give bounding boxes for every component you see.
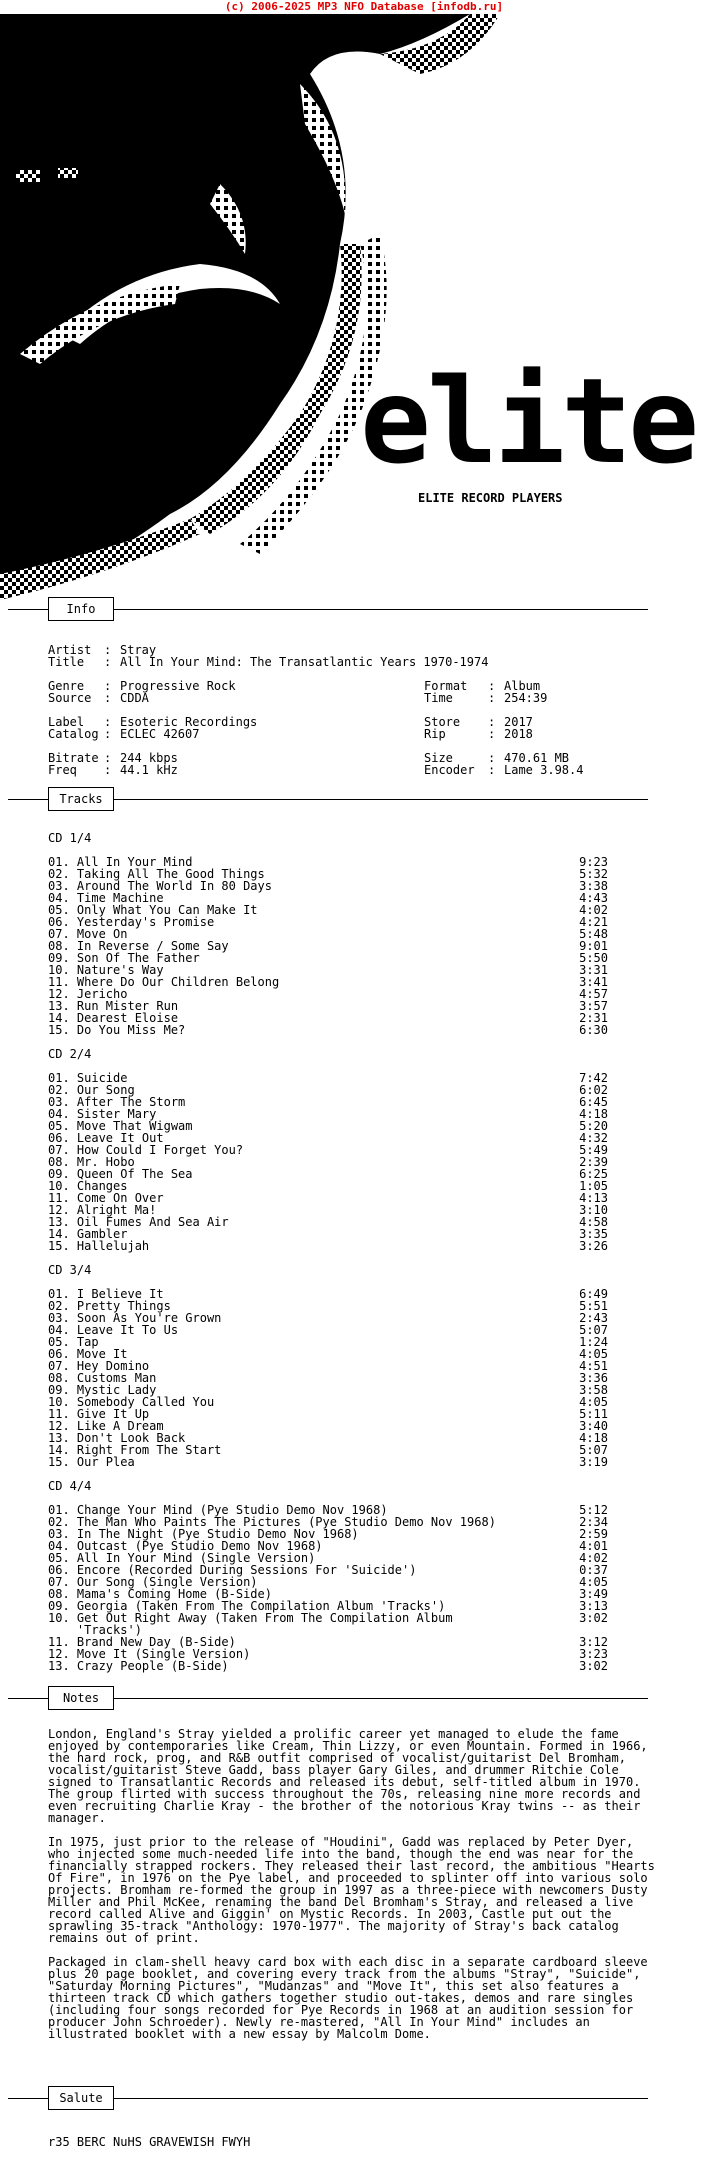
track-title: 13. Don't Look Back (48, 1431, 186, 1445)
info-title: All In Your Mind: The Transatlantic Years 1970-1974 (120, 655, 489, 669)
info-title-label: Title (48, 655, 85, 669)
info-freq: 44.1 kHz (120, 763, 178, 777)
track-duration: 4:05 (579, 1575, 608, 1589)
track-title: 03. In The Night (Pye Studio Demo Nov 1968) (48, 1527, 359, 1541)
cd-heading: CD 4/4 (48, 1479, 92, 1493)
track-duration: 9:23 (579, 855, 608, 869)
track-title: 08. In Reverse / Some Say (48, 939, 229, 953)
track-title: 03. Around The World In 80 Days (48, 879, 272, 893)
notes-paragraph: Packaged in clam-shell heavy card box with each disc in a separate cardboard sleeve plus 20 page booklet, and covering every track from the albums "Stray", "Suicide", "Saturday Morning Pictures", "Mudanzas" and "Move It", this set also features a thirteen track CD which gathers together studio out-takes, demos and rare singles (including four songs recorded for Pye Records in 1968 at an audition session for producer John Schroeder). Newly re-mastered, "All In Your Mind" includes an illustrated booklet with a new essay by Malcolm Dome. (48, 1955, 648, 2041)
track-title: 05. All In Your Mind (Single Version) (48, 1551, 316, 1565)
track-duration: 3:57 (579, 999, 608, 1013)
track-title: 11. Come On Over (48, 1191, 164, 1205)
info-rip: 2018 (504, 727, 533, 741)
track-title: 10. Changes (48, 1179, 128, 1193)
track-title: 13. Crazy People (B-Side) (48, 1659, 229, 1673)
tracklist-cd3 (48, 1288, 608, 1468)
copyright-banner: (c) 2006-2025 MP3 NFO Database [infodb.ru] (224, 0, 504, 13)
track-row (48, 1324, 608, 1336)
track-title: 15. Hallelujah (48, 1239, 150, 1253)
track-title: 06. Yesterday's Promise (48, 915, 215, 929)
track-duration: 3:41 (579, 975, 608, 989)
track-title: 03. Soon As You're Grown (48, 1311, 222, 1325)
track-title: 06. Encore (Recorded During Sessions For 'Suicide') (48, 1563, 417, 1577)
track-title: 10. Somebody Called You (48, 1395, 215, 1409)
track-title: 09. Son Of The Father (48, 951, 200, 965)
track-title: 13. Oil Fumes And Sea Air (48, 1215, 229, 1229)
track-title: 13. Run Mister Run (48, 999, 179, 1013)
salute-text: r35 BERC NuHS GRAVEWISH FWYH (48, 2135, 251, 2149)
info-store: 2017 (504, 715, 533, 729)
track-duration: 5:12 (579, 1503, 608, 1517)
elite-logo (360, 352, 695, 490)
track-duration: 3:26 (579, 1239, 608, 1253)
section-header-notes: Notes (48, 1686, 114, 1710)
track-title: 15. Do You Miss Me? (48, 1023, 186, 1037)
info-artist: Stray (120, 643, 157, 657)
track-duration: 4:02 (579, 903, 608, 917)
track-title: 14. Dearest Eloise (48, 1011, 179, 1025)
cd-heading: CD 2/4 (48, 1047, 92, 1061)
logo-word: elite (360, 352, 696, 490)
track-title: 01. Suicide (48, 1071, 128, 1085)
track-duration: 9:01 (579, 939, 608, 953)
track-duration: 7:42 (579, 1071, 608, 1085)
track-title: 14. Gambler (48, 1227, 128, 1241)
track-duration: 6:02 (579, 1083, 608, 1097)
track-title: 08. Customs Man (48, 1371, 157, 1385)
track-row (48, 1336, 608, 1348)
track-duration: 5:20 (579, 1119, 608, 1133)
track-title: 02. The Man Who Paints The Pictures (Pye Studio Demo Nov 1968) (48, 1515, 496, 1529)
info-store-label: Store (424, 715, 461, 729)
track-duration: 3:49 (579, 1587, 608, 1601)
track-title: 10. Nature's Way (48, 963, 164, 977)
info-label: Esoteric Recordings (120, 715, 258, 729)
track-title: 04. Sister Mary (48, 1107, 157, 1121)
track-duration: 3:31 (579, 963, 608, 977)
track-row (48, 1660, 608, 1672)
info-bitrate-label: Bitrate (48, 751, 99, 765)
track-row (48, 1456, 608, 1468)
info-format-label: Format (424, 679, 468, 693)
track-duration: 4:43 (579, 891, 608, 905)
track-title: 06. Leave It Out (48, 1131, 164, 1145)
track-title: 01. I Believe It (48, 1287, 164, 1301)
tracklist-cd2 (48, 1072, 608, 1252)
track-title: 04. Leave It To Us (48, 1323, 179, 1337)
cd-heading: CD 3/4 (48, 1263, 92, 1277)
track-duration: 4:51 (579, 1359, 608, 1373)
track-title: 02. Pretty Things (48, 1299, 171, 1313)
track-duration: 5:51 (579, 1299, 608, 1313)
info-catalog-label: Catalog (48, 727, 99, 741)
track-duration: 5:49 (579, 1143, 608, 1157)
track-duration: 3:19 (579, 1455, 608, 1469)
track-duration: 3:13 (579, 1599, 608, 1613)
track-duration: 1:24 (579, 1335, 608, 1349)
track-duration: 5:11 (579, 1407, 608, 1421)
track-title: 08. Mr. Hobo (48, 1155, 135, 1169)
track-duration: 3:38 (579, 879, 608, 893)
track-title: 09. Georgia (Taken From The Compilation Album 'Tracks') (48, 1599, 446, 1613)
track-duration: 4:05 (579, 1395, 608, 1409)
track-duration: 3:02 (579, 1611, 608, 1625)
track-title: 11. Where Do Our Children Belong (48, 975, 280, 989)
info-encoder-label: Encoder (424, 763, 475, 777)
info-genre-label: Genre (48, 679, 85, 693)
track-row (48, 1216, 608, 1228)
track-duration: 5:48 (579, 927, 608, 941)
info-format: Album (504, 679, 541, 693)
track-duration: 5:07 (579, 1443, 608, 1457)
track-title: 10. Get Out Right Away (Taken From The Compilation Album (48, 1611, 453, 1625)
track-duration: 6:30 (579, 1023, 608, 1037)
track-title: 09. Queen Of The Sea (48, 1167, 193, 1181)
track-title: 03. After The Storm (48, 1095, 186, 1109)
track-title: 15. Our Plea (48, 1455, 135, 1469)
track-title: 01. Change Your Mind (Pye Studio Demo Nov 1968) (48, 1503, 388, 1517)
track-duration: 4:05 (579, 1347, 608, 1361)
track-duration: 3:23 (579, 1647, 608, 1661)
track-duration: 3:10 (579, 1203, 608, 1217)
track-duration: 3:35 (579, 1227, 608, 1241)
info-source-label: Source (48, 691, 92, 705)
track-duration: 6:49 (579, 1287, 608, 1301)
info-source: CDDA (120, 691, 149, 705)
track-title: 14. Right From The Start (48, 1443, 222, 1457)
track-duration: 4:58 (579, 1215, 608, 1229)
track-duration: 6:45 (579, 1095, 608, 1109)
info-size-label: Size (424, 751, 453, 765)
cd-heading: CD 1/4 (48, 831, 92, 845)
track-duration: 4:18 (579, 1431, 608, 1445)
track-duration: 5:50 (579, 951, 608, 965)
track-title: 08. Mama's Coming Home (B-Side) (48, 1587, 272, 1601)
track-duration: 3:40 (579, 1419, 608, 1433)
track-duration: 2:43 (579, 1311, 608, 1325)
track-title: 07. Move On (48, 927, 128, 941)
track-row (48, 1240, 608, 1252)
notes-paragraph: London, England's Stray yielded a prolific career yet managed to elude the fame enjoyed by contemporaries like Cream, Thin Lizzy, or even Mountain. Formed in 1966, the hard rock, prog, and R&B outfit comprised of vocalist/guitarist Del Bromham, vocalist/guitarist Steve Gadd, bass player Gary Giles, and drummer Ritchie Cole signed to Transatlantic Records and released its debut, self-titled album in 1970. The group flirted with success throughout the 70s, releasing nine more records and even recruiting Charlie Kray - the brother of the notorious Kray twins -- as their manager. (48, 1727, 648, 1825)
info-time-label: Time (424, 691, 453, 705)
info-bitrate: 244 kbps (120, 751, 178, 765)
tracklist-cd1 (48, 856, 608, 1036)
track-duration: 4:01 (579, 1539, 608, 1553)
track-duration: 4:13 (579, 1191, 608, 1205)
track-duration: 3:36 (579, 1371, 608, 1385)
track-duration: 2:59 (579, 1527, 608, 1541)
info-time: 254:39 (504, 691, 548, 705)
track-title: 04. Outcast (Pye Studio Demo Nov 1968) (48, 1539, 323, 1553)
info-genre: Progressive Rock (120, 679, 236, 693)
track-duration: 4:57 (579, 987, 608, 1001)
track-duration: 1:05 (579, 1179, 608, 1193)
release-notes (48, 1728, 656, 2052)
track-title: 02. Our Song (48, 1083, 135, 1097)
track-duration: 2:31 (579, 1011, 608, 1025)
track-title: 06. Move It (48, 1347, 128, 1361)
track-title: 07. Hey Domino (48, 1359, 150, 1373)
track-title: 07. How Could I Forget You? (48, 1143, 244, 1157)
track-title: 11. Brand New Day (B-Side) (48, 1635, 236, 1649)
track-title: 12. Move It (Single Version) (48, 1647, 251, 1661)
track-row (48, 1024, 608, 1036)
track-duration: 4:18 (579, 1107, 608, 1121)
track-title: 01. All In Your Mind (48, 855, 193, 869)
info-encoder: Lame 3.98.4 (504, 763, 584, 777)
section-header-tracks: Tracks (48, 787, 114, 811)
track-title: 12. Jericho (48, 987, 128, 1001)
notes-paragraph: In 1975, just prior to the release of "Houdini", Gadd was replaced by Peter Dyer, who injected some much-needed life into the band, though the end was near for the financially strapped rockers. They released their last record, the ambitious "Hearts Of Fire", in 1976 on the Pye label, and proceeded to splinter off into various solo projects. Bromham re-formed the group in 1997 as a three-piece with newcomers Dusty Miller and Phil McKee, renaming the band Del Bromham's Stray, and released a live record called Alive and Giggin' on Mystic Records. In 2003, Castle put out the sprawling 35-track "Anthology: 1970-1977". The majority of Stray's back catalog remains out of print. (48, 1835, 655, 1945)
track-title: 02. Taking All The Good Things (48, 867, 265, 881)
track-duration: 3:58 (579, 1383, 608, 1397)
info-size: 470.61 MB (504, 751, 570, 765)
track-duration: 4:21 (579, 915, 608, 929)
track-title: 05. Tap (48, 1335, 99, 1349)
tracklist-cd4 (48, 1504, 608, 1672)
track-duration: 3:12 (579, 1635, 608, 1649)
track-row (48, 916, 608, 928)
section-header-info: Info (48, 597, 114, 621)
track-title: 07. Our Song (Single Version) (48, 1575, 258, 1589)
logo-subtitle: ELITE RECORD PLAYERS (418, 491, 563, 505)
section-header-salute: Salute (48, 2086, 114, 2110)
info-rip-label: Rip (424, 727, 446, 741)
track-duration: 0:37 (579, 1563, 608, 1577)
track-row (48, 1168, 608, 1180)
track-duration: 6:25 (579, 1167, 608, 1181)
track-title: 09. Mystic Lady (48, 1383, 157, 1397)
track-duration: 3:02 (579, 1659, 608, 1673)
track-title: 12. Alright Ma! (48, 1203, 157, 1217)
track-title: 'Tracks') (48, 1623, 142, 1637)
info-label-label: Label (48, 715, 85, 729)
track-title: 05. Move That Wigwam (48, 1119, 193, 1133)
track-duration: 2:34 (579, 1515, 608, 1529)
track-duration: 4:32 (579, 1131, 608, 1145)
track-row (48, 976, 608, 988)
track-title: 05. Only What You Can Make It (48, 903, 258, 917)
track-title: 04. Time Machine (48, 891, 164, 905)
vinyl-record-logo-art (0, 14, 728, 600)
track-title: 11. Give It Up (48, 1407, 150, 1421)
track-duration: 5:32 (579, 867, 608, 881)
track-duration: 4:02 (579, 1551, 608, 1565)
track-duration: 2:39 (579, 1155, 608, 1169)
track-title: 12. Like A Dream (48, 1419, 164, 1433)
info-artist-label: Artist (48, 643, 92, 657)
track-duration: 5:07 (579, 1323, 608, 1337)
info-freq-label: Freq (48, 763, 77, 777)
info-catalog: ECLEC 42607 (120, 727, 200, 741)
